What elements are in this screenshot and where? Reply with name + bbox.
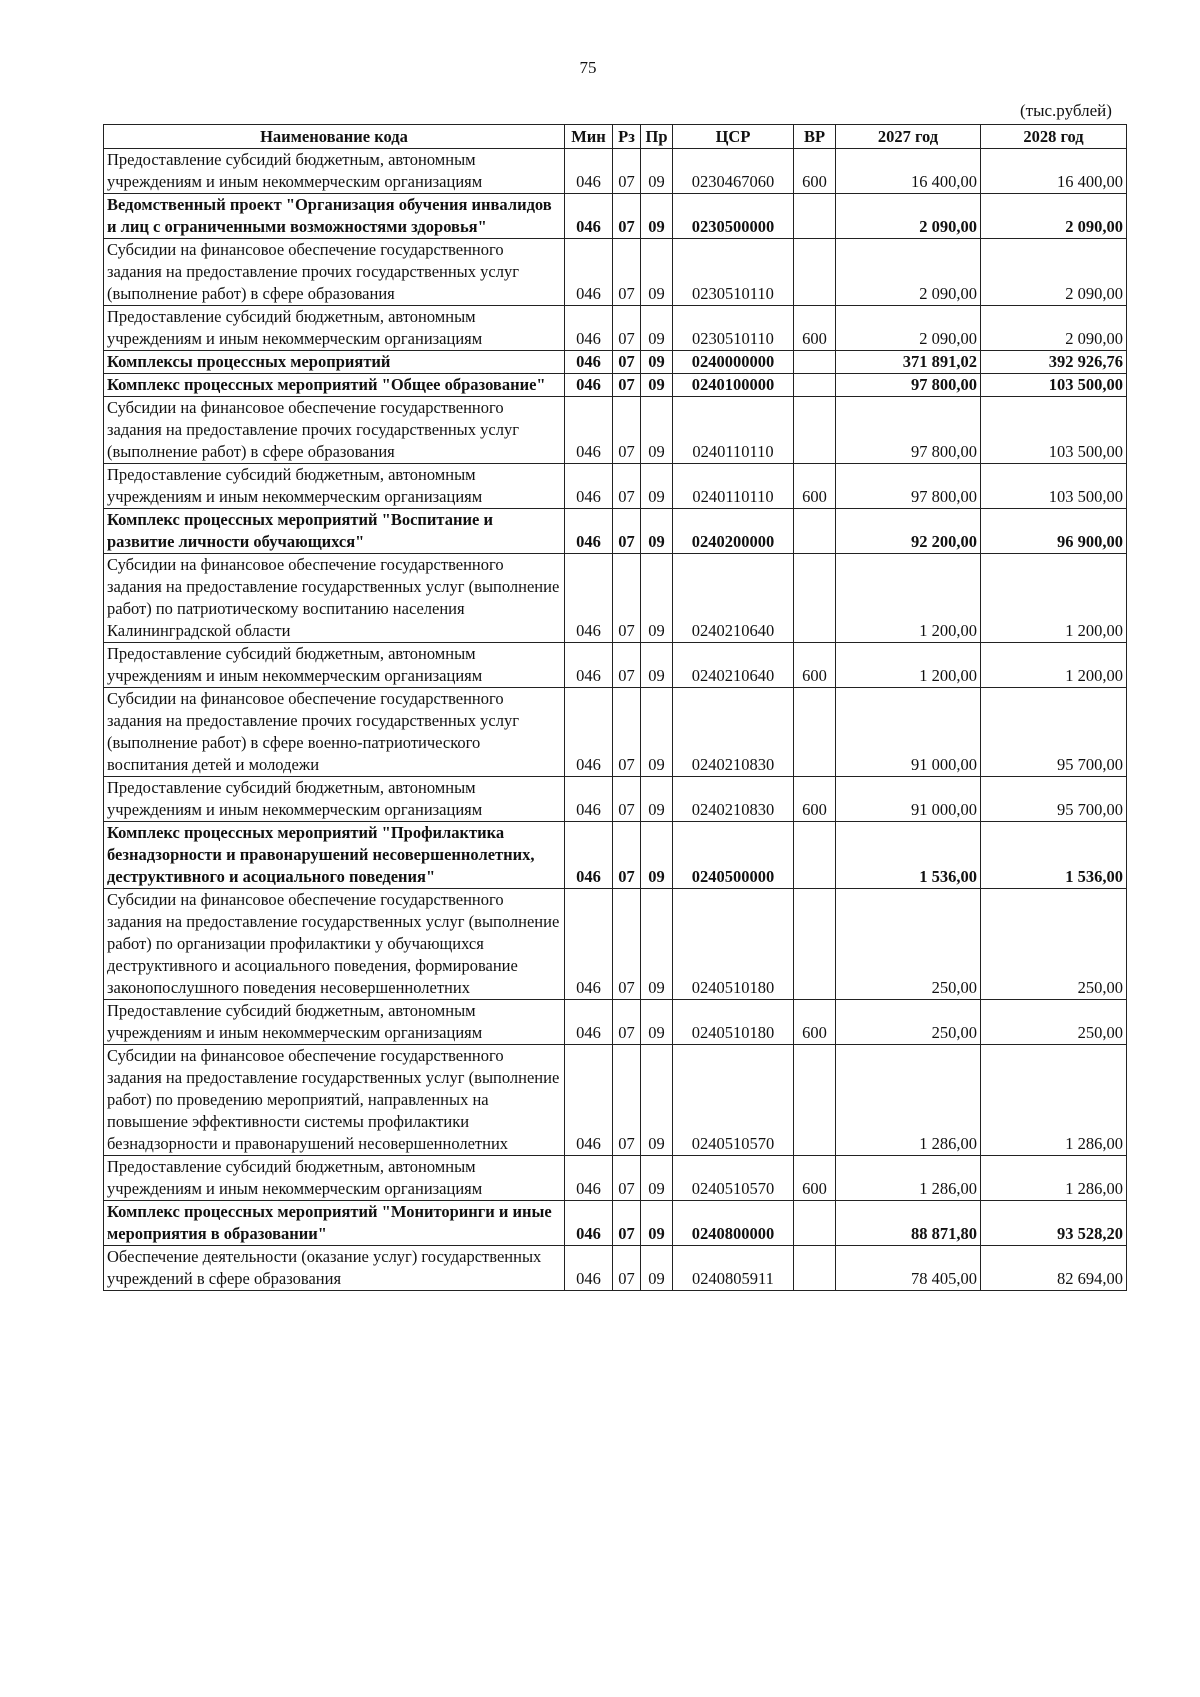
cell-csr: 0230510110 (673, 306, 794, 351)
cell-pr: 09 (641, 554, 673, 643)
cell-pr: 09 (641, 351, 673, 374)
cell-pr: 09 (641, 464, 673, 509)
cell-2027: 250,00 (836, 1000, 981, 1045)
cell-name: Предоставление субсидий бюджетным, автономным учреждениям и иным некоммерческим организациям (104, 777, 565, 822)
cell-name: Субсидии на финансовое обеспечение государственного задания на предоставление прочих государственных услуг (выполнение работ) в сфере военно-патриотического воспитания детей и молодежи (104, 688, 565, 777)
cell-min: 046 (565, 889, 613, 1000)
table-header-row (104, 125, 1127, 149)
cell-name: Субсидии на финансовое обеспечение государственного задания на предоставление государственных услуг (выполнение работ) по проведению мероприятий, направленных на повышение эффективности системы профилактики безнадзорности и правонарушений несовершеннолетних (104, 1045, 565, 1156)
table-row (104, 374, 1127, 397)
table-row (104, 1156, 1127, 1201)
cell-2028: 392 926,76 (981, 351, 1127, 374)
cell-2027: 2 090,00 (836, 239, 981, 306)
cell-vr (794, 194, 836, 239)
cell-pr: 09 (641, 822, 673, 889)
cell-csr: 0230510110 (673, 239, 794, 306)
cell-rz: 07 (613, 643, 641, 688)
cell-csr: 0240110110 (673, 397, 794, 464)
header-pr: Пр (641, 125, 673, 149)
cell-min: 046 (565, 397, 613, 464)
cell-2027: 2 090,00 (836, 194, 981, 239)
cell-2027: 97 800,00 (836, 397, 981, 464)
cell-csr: 0240510180 (673, 889, 794, 1000)
cell-2028: 2 090,00 (981, 306, 1127, 351)
cell-csr: 0240110110 (673, 464, 794, 509)
cell-name: Предоставление субсидий бюджетным, автономным учреждениям и иным некоммерческим организациям (104, 1156, 565, 1201)
cell-min: 046 (565, 306, 613, 351)
cell-2028: 93 528,20 (981, 1201, 1127, 1246)
cell-pr: 09 (641, 194, 673, 239)
table-row (104, 1045, 1127, 1156)
table-row (104, 688, 1127, 777)
cell-pr: 09 (641, 889, 673, 1000)
header-2028: 2028 год (981, 125, 1127, 149)
cell-vr: 600 (794, 777, 836, 822)
cell-rz: 07 (613, 1000, 641, 1045)
cell-csr: 0240210830 (673, 688, 794, 777)
cell-rz: 07 (613, 1045, 641, 1156)
table-row (104, 889, 1127, 1000)
cell-2028: 1 536,00 (981, 822, 1127, 889)
cell-name: Комплексы процессных мероприятий (104, 351, 565, 374)
budget-table (103, 124, 1127, 1291)
cell-pr: 09 (641, 374, 673, 397)
cell-2028: 1 200,00 (981, 643, 1127, 688)
cell-rz: 07 (613, 889, 641, 1000)
cell-pr: 09 (641, 688, 673, 777)
cell-rz: 07 (613, 351, 641, 374)
cell-csr: 0240510570 (673, 1045, 794, 1156)
cell-2027: 2 090,00 (836, 306, 981, 351)
cell-2027: 1 200,00 (836, 554, 981, 643)
cell-csr: 0240000000 (673, 351, 794, 374)
cell-csr: 0240500000 (673, 822, 794, 889)
cell-vr: 600 (794, 1156, 836, 1201)
cell-csr: 0240100000 (673, 374, 794, 397)
cell-rz: 07 (613, 1156, 641, 1201)
cell-name: Предоставление субсидий бюджетным, автономным учреждениям и иным некоммерческим организациям (104, 643, 565, 688)
table-row (104, 554, 1127, 643)
cell-vr: 600 (794, 643, 836, 688)
cell-2028: 16 400,00 (981, 149, 1127, 194)
cell-rz: 07 (613, 1246, 641, 1291)
table-row (104, 239, 1127, 306)
cell-pr: 09 (641, 306, 673, 351)
cell-2027: 1 200,00 (836, 643, 981, 688)
cell-2027: 1 286,00 (836, 1156, 981, 1201)
cell-name: Предоставление субсидий бюджетным, автономным учреждениям и иным некоммерческим организациям (104, 464, 565, 509)
cell-2028: 2 090,00 (981, 194, 1127, 239)
cell-2028: 250,00 (981, 889, 1127, 1000)
table-row (104, 509, 1127, 554)
cell-2028: 103 500,00 (981, 397, 1127, 464)
cell-name: Обеспечение деятельности (оказание услуг) государственных учреждений в сфере образования (104, 1246, 565, 1291)
header-2027: 2027 год (836, 125, 981, 149)
cell-2027: 91 000,00 (836, 688, 981, 777)
cell-2027: 92 200,00 (836, 509, 981, 554)
cell-vr (794, 889, 836, 1000)
cell-csr: 0240805911 (673, 1246, 794, 1291)
cell-name: Предоставление субсидий бюджетным, автономным учреждениям и иным некоммерческим организациям (104, 1000, 565, 1045)
cell-min: 046 (565, 822, 613, 889)
cell-rz: 07 (613, 822, 641, 889)
cell-rz: 07 (613, 149, 641, 194)
cell-rz: 07 (613, 239, 641, 306)
table-row (104, 1000, 1127, 1045)
cell-min: 046 (565, 1156, 613, 1201)
cell-vr (794, 509, 836, 554)
cell-vr (794, 1045, 836, 1156)
cell-2028: 82 694,00 (981, 1246, 1127, 1291)
table-row (104, 643, 1127, 688)
table-row (104, 351, 1127, 374)
cell-vr: 600 (794, 149, 836, 194)
cell-vr: 600 (794, 464, 836, 509)
cell-2028: 2 090,00 (981, 239, 1127, 306)
cell-csr: 0240210640 (673, 643, 794, 688)
cell-2027: 16 400,00 (836, 149, 981, 194)
cell-rz: 07 (613, 464, 641, 509)
cell-2028: 103 500,00 (981, 374, 1127, 397)
header-min: Мин (565, 125, 613, 149)
cell-vr (794, 822, 836, 889)
cell-name: Предоставление субсидий бюджетным, автономным учреждениям и иным некоммерческим организациям (104, 149, 565, 194)
table-body (104, 149, 1127, 1291)
cell-2028: 95 700,00 (981, 688, 1127, 777)
cell-min: 046 (565, 1201, 613, 1246)
cell-min: 046 (565, 554, 613, 643)
cell-min: 046 (565, 239, 613, 306)
cell-2028: 103 500,00 (981, 464, 1127, 509)
cell-2027: 91 000,00 (836, 777, 981, 822)
cell-min: 046 (565, 509, 613, 554)
cell-name: Субсидии на финансовое обеспечение государственного задания на предоставление прочих государственных услуг (выполнение работ) в сфере образования (104, 397, 565, 464)
cell-rz: 07 (613, 306, 641, 351)
cell-min: 046 (565, 1246, 613, 1291)
cell-name: Комплекс процессных мероприятий "Профилактика безнадзорности и правонарушений несовершеннолетних, деструктивного и асоциального поведения" (104, 822, 565, 889)
cell-2028: 250,00 (981, 1000, 1127, 1045)
cell-2027: 1 536,00 (836, 822, 981, 889)
cell-2027: 97 800,00 (836, 374, 981, 397)
cell-pr: 09 (641, 1201, 673, 1246)
cell-2028: 1 200,00 (981, 554, 1127, 643)
cell-rz: 07 (613, 777, 641, 822)
cell-rz: 07 (613, 554, 641, 643)
cell-vr (794, 1246, 836, 1291)
cell-pr: 09 (641, 149, 673, 194)
cell-pr: 09 (641, 777, 673, 822)
cell-csr: 0240510180 (673, 1000, 794, 1045)
cell-csr: 0230500000 (673, 194, 794, 239)
cell-vr (794, 351, 836, 374)
table-row (104, 306, 1127, 351)
cell-min: 046 (565, 688, 613, 777)
header-name: Наименование кода (104, 125, 565, 149)
cell-min: 046 (565, 149, 613, 194)
cell-pr: 09 (641, 1000, 673, 1045)
cell-2027: 97 800,00 (836, 464, 981, 509)
table-row (104, 464, 1127, 509)
cell-2028: 96 900,00 (981, 509, 1127, 554)
cell-pr: 09 (641, 643, 673, 688)
cell-min: 046 (565, 1045, 613, 1156)
cell-vr (794, 1201, 836, 1246)
cell-name: Субсидии на финансовое обеспечение государственного задания на предоставление государственных услуг (выполнение работ) по патриотическому воспитанию населения Калининградской области (104, 554, 565, 643)
cell-name: Субсидии на финансовое обеспечение государственного задания на предоставление прочих государственных услуг (выполнение работ) в сфере образования (104, 239, 565, 306)
cell-pr: 09 (641, 509, 673, 554)
cell-2027: 250,00 (836, 889, 981, 1000)
table-row (104, 822, 1127, 889)
page-number: 75 (579, 58, 597, 77)
cell-vr (794, 554, 836, 643)
cell-rz: 07 (613, 397, 641, 464)
cell-csr: 0240210830 (673, 777, 794, 822)
cell-vr: 600 (794, 1000, 836, 1045)
cell-csr: 0240800000 (673, 1201, 794, 1246)
cell-min: 046 (565, 194, 613, 239)
cell-rz: 07 (613, 374, 641, 397)
table-row (104, 1246, 1127, 1291)
cell-2028: 1 286,00 (981, 1156, 1127, 1201)
header-csr: ЦСР (673, 125, 794, 149)
cell-2027: 1 286,00 (836, 1045, 981, 1156)
table-row (104, 1201, 1127, 1246)
cell-name: Субсидии на финансовое обеспечение государственного задания на предоставление государственных услуг (выполнение работ) по организации профилактики у обучающихся деструктивного и асоциального поведения, формирование законопослушного поведения несовершеннолетних (104, 889, 565, 1000)
cell-csr: 0240210640 (673, 554, 794, 643)
cell-pr: 09 (641, 397, 673, 464)
cell-2028: 1 286,00 (981, 1045, 1127, 1156)
table-row (104, 194, 1127, 239)
cell-name: Предоставление субсидий бюджетным, автономным учреждениям и иным некоммерческим организациям (104, 306, 565, 351)
cell-min: 046 (565, 464, 613, 509)
cell-min: 046 (565, 351, 613, 374)
table-row (104, 777, 1127, 822)
cell-min: 046 (565, 777, 613, 822)
cell-pr: 09 (641, 1156, 673, 1201)
cell-min: 046 (565, 643, 613, 688)
cell-rz: 07 (613, 1201, 641, 1246)
cell-min: 046 (565, 1000, 613, 1045)
cell-2027: 78 405,00 (836, 1246, 981, 1291)
table-row (104, 397, 1127, 464)
cell-2027: 371 891,02 (836, 351, 981, 374)
cell-pr: 09 (641, 1246, 673, 1291)
header-rz: Рз (613, 125, 641, 149)
cell-name: Комплекс процессных мероприятий "Воспитание и развитие личности обучающихся" (104, 509, 565, 554)
cell-csr: 0230467060 (673, 149, 794, 194)
cell-vr (794, 688, 836, 777)
cell-vr: 600 (794, 306, 836, 351)
cell-vr (794, 239, 836, 306)
cell-2028: 95 700,00 (981, 777, 1127, 822)
cell-rz: 07 (613, 194, 641, 239)
cell-vr (794, 397, 836, 464)
cell-min: 046 (565, 374, 613, 397)
cell-name: Ведомственный проект "Организация обучения инвалидов и лиц с ограниченными возможностями здоровья" (104, 194, 565, 239)
cell-rz: 07 (613, 509, 641, 554)
cell-rz: 07 (613, 688, 641, 777)
cell-2027: 88 871,80 (836, 1201, 981, 1246)
cell-name: Комплекс процессных мероприятий "Общее образование" (104, 374, 565, 397)
cell-csr: 0240200000 (673, 509, 794, 554)
header-vr: ВР (794, 125, 836, 149)
cell-vr (794, 374, 836, 397)
units-label: (тыс.рублей) (1020, 101, 1112, 120)
cell-name: Комплекс процессных мероприятий "Мониторинги и иные мероприятия в образовании" (104, 1201, 565, 1246)
cell-pr: 09 (641, 239, 673, 306)
cell-csr: 0240510570 (673, 1156, 794, 1201)
table-row (104, 149, 1127, 194)
cell-pr: 09 (641, 1045, 673, 1156)
